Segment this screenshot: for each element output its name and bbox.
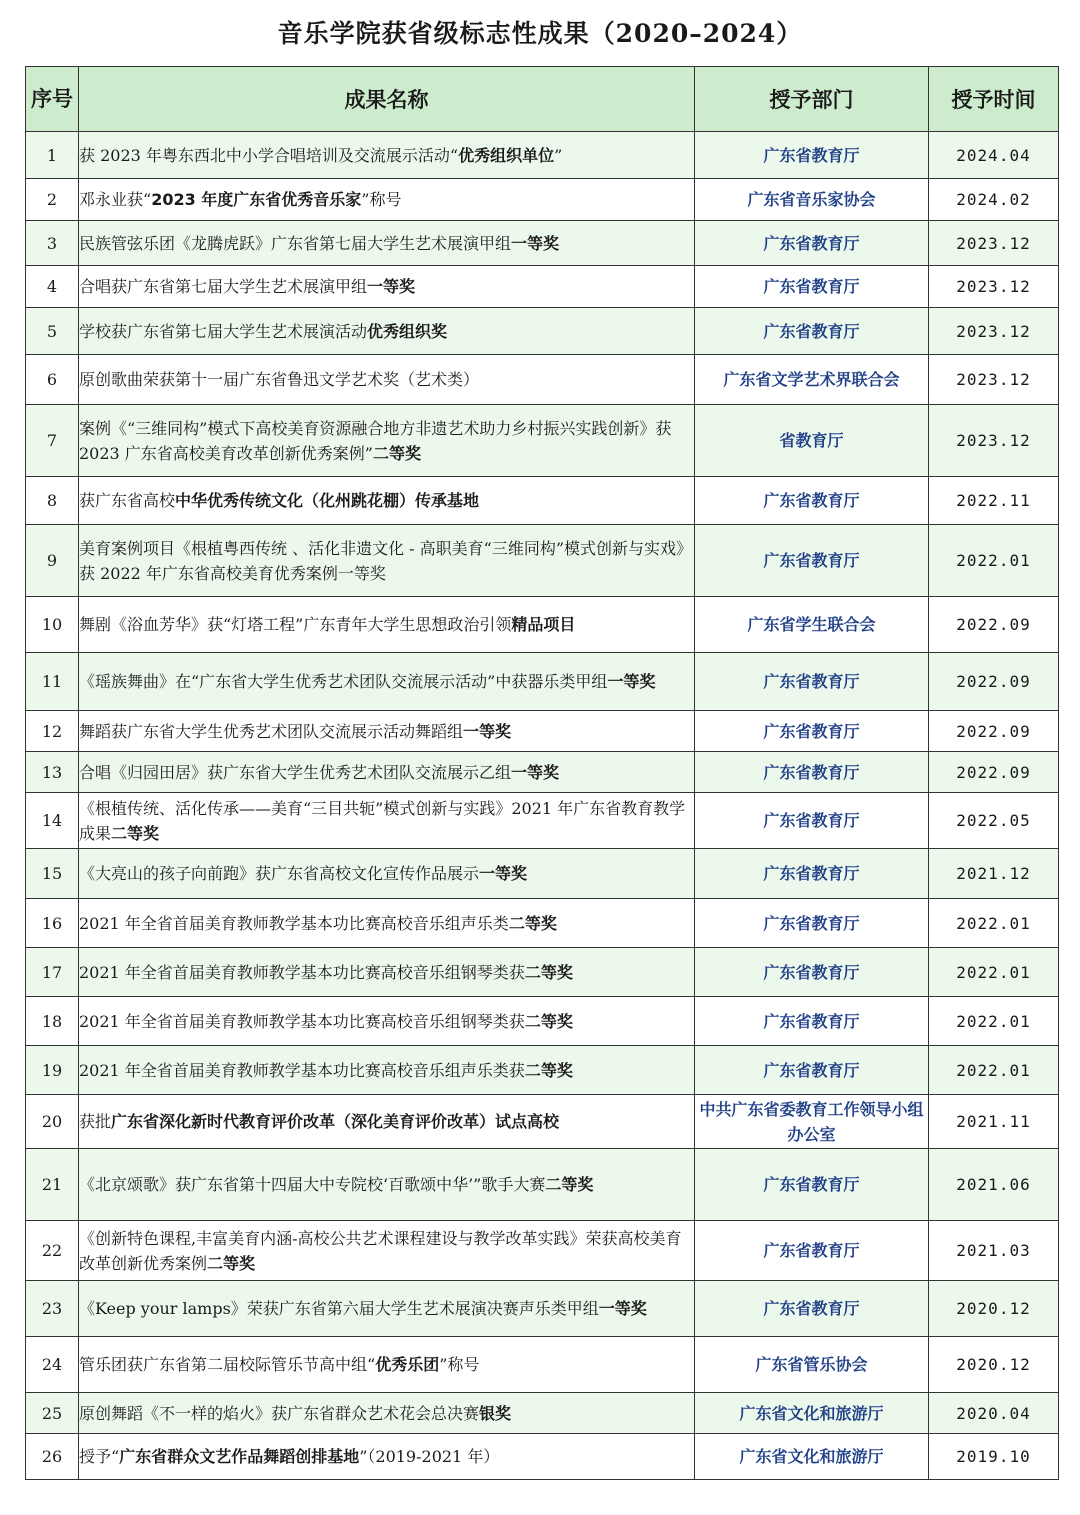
name-segment: ”称号 [439,1355,480,1374]
row-achievement-name [79,1337,695,1393]
row-department: 广东省教育厅 [695,308,929,355]
name-segment: 舞剧《浴血芳华》获“灯塔工程”广东青年大学生思想政治引领 [79,615,512,634]
row-department: 广东省音乐家协会 [695,179,929,221]
table-row [26,179,1059,221]
row-achievement-name [79,405,695,477]
row-department: 广东省教育厅 [695,1281,929,1337]
row-date: 2022.09 [929,653,1059,711]
header-date: 授予时间 [929,67,1059,132]
table-row [26,899,1059,948]
name-segment: 美育案例项目《根植粤西传统 、活化非遗文化 - 高职美育“三维同构”模式创新与实戏》获 2022 年广东省高校美育优秀案例一等奖 [79,538,693,583]
row-achievement-name [79,132,695,179]
row-seq: 26 [26,1434,79,1480]
name-segment: 2021 年全省首届美育教师教学基本功比赛高校音乐组声乐类 [79,913,509,933]
row-achievement-name [79,997,695,1046]
name-segment: 《根植传统、活化传承——美育“三目共轭”模式创新与实践》2021 年广东省教育教学成果 [79,798,686,843]
name-segment: 2021 年全省首届美育教师教学基本功比赛高校音乐组钢琴类获 [79,962,525,982]
row-department: 广东省文化和旅游厅 [695,1393,929,1434]
row-date: 2022.05 [929,793,1059,849]
row-department: 广东省教育厅 [695,1149,929,1221]
row-seq: 24 [26,1337,79,1393]
name-segment: ” [554,145,563,165]
row-achievement-name [79,525,695,597]
row-date: 2022.01 [929,997,1059,1046]
row-date: 2022.01 [929,948,1059,997]
table-row [26,1393,1059,1434]
table-row [26,308,1059,355]
row-achievement-name [79,308,695,355]
row-achievement-name [79,1281,695,1337]
header-row [26,67,1059,132]
row-seq: 21 [26,1149,79,1221]
row-date: 2024.02 [929,179,1059,221]
name-segment-bold: 银奖 [479,1403,512,1423]
row-achievement-name [79,597,695,653]
row-date: 2021.03 [929,1221,1059,1281]
name-segment: 获批 [79,1112,112,1131]
name-segment-bold: 优秀组织单位 [458,145,555,165]
row-date: 2023.12 [929,308,1059,355]
row-date: 2023.12 [929,405,1059,477]
row-date: 2022.09 [929,752,1059,793]
table-row [26,221,1059,266]
row-achievement-name [79,179,695,221]
table-row [26,997,1059,1046]
row-department: 广东省教育厅 [695,132,929,179]
row-seq: 9 [26,525,79,597]
page-title: 音乐学院获省级标志性成果（2020–2024） [277,19,803,48]
name-segment: 合唱《归园田居》获广东省大学生优秀艺术团队交流展示乙组 [79,762,512,782]
name-segment-bold: 广东省深化新时代教育评价改革（深化美育评价改革）试点高校 [111,1112,560,1131]
row-achievement-name [79,266,695,308]
name-segment-bold: 二等奖 [111,823,160,843]
table-row [26,948,1059,997]
table-row [26,1221,1059,1281]
name-segment-bold: 二等奖 [373,443,422,463]
row-seq: 5 [26,308,79,355]
row-date: 2021.12 [929,849,1059,899]
row-department: 广东省教育厅 [695,1046,929,1095]
row-seq: 10 [26,597,79,653]
row-date: 2020.12 [929,1337,1059,1393]
row-seq: 22 [26,1221,79,1281]
name-segment-bold: 一等奖 [479,864,528,883]
row-seq: 15 [26,849,79,899]
row-date: 2022.01 [929,1046,1059,1095]
name-segment-bold: 优秀组织奖 [367,321,448,341]
table-row [26,752,1059,793]
row-seq: 20 [26,1095,79,1149]
row-achievement-name [79,849,695,899]
name-segment-bold: 一等奖 [367,277,416,296]
row-seq: 17 [26,948,79,997]
row-achievement-name [79,355,695,405]
row-seq: 13 [26,752,79,793]
table-row [26,266,1059,308]
row-department: 广东省教育厅 [695,997,929,1046]
row-date: 2019.10 [929,1434,1059,1480]
name-segment: 获 2023 年粤东西北中小学合唱培训及交流展示活动“ [79,145,459,165]
name-segment: 授予“ [79,1447,120,1466]
row-seq: 8 [26,477,79,525]
name-segment-bold: 二等奖 [524,962,573,982]
name-segment: ”称号 [361,190,402,209]
row-department: 广东省管乐协会 [695,1337,929,1393]
header-dept: 授予部门 [695,67,929,132]
name-segment-bold: 二等奖 [524,1060,573,1080]
name-segment: 学校获广东省第七届大学生艺术展演活动 [79,321,368,341]
name-segment-bold: 精品项目 [511,615,576,634]
row-date: 2022.09 [929,711,1059,752]
name-segment-bold: 一等奖 [607,672,656,691]
name-segment: ”（2019-2021 年） [359,1447,500,1466]
name-segment: 民族管弦乐团《龙腾虎跃》广东省第七届大学生艺术展演甲组 [79,233,512,253]
results-table [25,66,1059,1480]
row-seq: 25 [26,1393,79,1434]
name-segment: 管乐团获广东省第二届校际管乐节高中组“ [79,1355,376,1374]
name-segment-bold: 广东省群众文艺作品舞蹈创排基地 [119,1447,360,1466]
name-segment: 2021 年全省首届美育教师教学基本功比赛高校音乐组声乐类获 [79,1060,525,1080]
name-segment-bold: 中华优秀传统文化（化州跳花棚）传承基地 [175,491,480,510]
name-segment-bold: 二等奖 [524,1011,573,1031]
table-row [26,1095,1059,1149]
row-achievement-name [79,948,695,997]
table-row [26,1281,1059,1337]
row-date: 2023.12 [929,221,1059,266]
row-date: 2020.04 [929,1393,1059,1434]
row-achievement-name [79,752,695,793]
row-seq: 11 [26,653,79,711]
row-achievement-name [79,1434,695,1480]
row-seq: 23 [26,1281,79,1337]
row-achievement-name [79,1046,695,1095]
row-department: 广东省学生联合会 [695,597,929,653]
name-segment-bold: 二等奖 [508,913,557,933]
row-seq: 12 [26,711,79,752]
table-row [26,405,1059,477]
row-seq: 7 [26,405,79,477]
table-row [26,653,1059,711]
table-row [26,1046,1059,1095]
row-achievement-name [79,1393,695,1434]
row-achievement-name [79,1095,695,1149]
row-date: 2023.12 [929,266,1059,308]
name-segment: 《大亮山的孩子向前跑》获广东省高校文化宣传作品展示 [79,864,480,883]
table-row [26,1149,1059,1221]
row-department: 广东省教育厅 [695,793,929,849]
row-achievement-name [79,711,695,752]
row-department: 广东省文化和旅游厅 [695,1434,929,1480]
name-segment: 舞蹈获广东省大学生优秀艺术团队交流展示活动舞蹈组 [79,721,464,741]
row-seq: 4 [26,266,79,308]
row-department: 广东省教育厅 [695,752,929,793]
row-department: 广东省文学艺术界联合会 [695,355,929,405]
table-row [26,711,1059,752]
name-segment: 案例《“三维同构”模式下高校美育资源融合地方非遗艺术助力乡村振兴实践创新》获 2023 广东省高校美育改革创新优秀案例” [79,418,672,463]
row-seq: 1 [26,132,79,179]
name-segment-bold: 一等奖 [511,233,560,253]
table-row [26,477,1059,525]
row-achievement-name [79,1221,695,1281]
name-segment: 《Keep your lamps》荣获广东省第六届大学生艺术展演决赛声乐类甲组 [79,1299,599,1318]
row-achievement-name [79,793,695,849]
row-department: 广东省教育厅 [695,948,929,997]
name-segment: 《创新特色课程,丰富美育内涵-高校公共艺术课程建设与教学改革实践》荣获高校美育改革创新优秀案例 [79,1228,682,1273]
row-department: 广东省教育厅 [695,477,929,525]
table-row [26,1337,1059,1393]
row-seq: 3 [26,221,79,266]
table-row [26,132,1059,179]
name-segment: 原创歌曲荣获第十一届广东省鲁迅文学艺术奖（艺术类） [79,370,480,389]
header-seq: 序号 [26,67,79,132]
row-department: 中共广东省委教育工作领导小组办公室 [695,1095,929,1149]
row-seq: 14 [26,793,79,849]
name-segment: 《瑶族舞曲》在“广东省大学生优秀艺术团队交流展示活动”中获器乐类甲组 [79,672,608,691]
name-segment-bold: 一等奖 [511,762,560,782]
name-segment-bold: 二等奖 [207,1253,256,1273]
table-row [26,793,1059,849]
row-achievement-name [79,899,695,948]
row-date: 2021.06 [929,1149,1059,1221]
row-date: 2022.01 [929,899,1059,948]
name-segment-bold: 一等奖 [463,721,512,741]
row-department: 广东省教育厅 [695,849,929,899]
row-seq: 16 [26,899,79,948]
table-row [26,849,1059,899]
row-seq: 2 [26,179,79,221]
header-name: 成果名称 [79,67,695,132]
row-date: 2022.01 [929,525,1059,597]
row-department: 省教育厅 [695,405,929,477]
name-segment-bold: 一等奖 [598,1299,647,1318]
row-department: 广东省教育厅 [695,711,929,752]
row-date: 2023.12 [929,355,1059,405]
name-segment: 合唱获广东省第七届大学生艺术展演甲组 [79,277,368,296]
row-department: 广东省教育厅 [695,221,929,266]
name-segment-bold: 2023 年度广东省优秀音乐家 [151,190,362,209]
row-date: 2020.12 [929,1281,1059,1337]
name-segment: 2021 年全省首届美育教师教学基本功比赛高校音乐组钢琴类获 [79,1011,525,1031]
name-segment-bold: 二等奖 [545,1175,594,1194]
row-achievement-name [79,653,695,711]
table-row [26,525,1059,597]
name-segment: 邓永业获“ [79,190,152,209]
row-achievement-name [79,477,695,525]
name-segment: 获广东省高校 [79,491,176,510]
row-department: 广东省教育厅 [695,653,929,711]
row-department: 广东省教育厅 [695,525,929,597]
row-seq: 18 [26,997,79,1046]
name-segment: 《北京颂歌》获广东省第十四届大中专院校‘百歌颂中华’”歌手大赛 [79,1175,546,1194]
row-seq: 19 [26,1046,79,1095]
name-segment-bold: 优秀乐团 [375,1355,440,1374]
row-achievement-name [79,1149,695,1221]
row-date: 2021.11 [929,1095,1059,1149]
name-segment: 原创舞蹈《不一样的焰火》获广东省群众艺术花会总决赛 [79,1403,480,1423]
row-date: 2022.11 [929,477,1059,525]
row-department: 广东省教育厅 [695,1221,929,1281]
row-date: 2024.04 [929,132,1059,179]
table-row [26,597,1059,653]
row-date: 2022.09 [929,597,1059,653]
row-department: 广东省教育厅 [695,266,929,308]
table-row [26,355,1059,405]
row-achievement-name [79,221,695,266]
row-department: 广东省教育厅 [695,899,929,948]
row-seq: 6 [26,355,79,405]
table-row [26,1434,1059,1480]
